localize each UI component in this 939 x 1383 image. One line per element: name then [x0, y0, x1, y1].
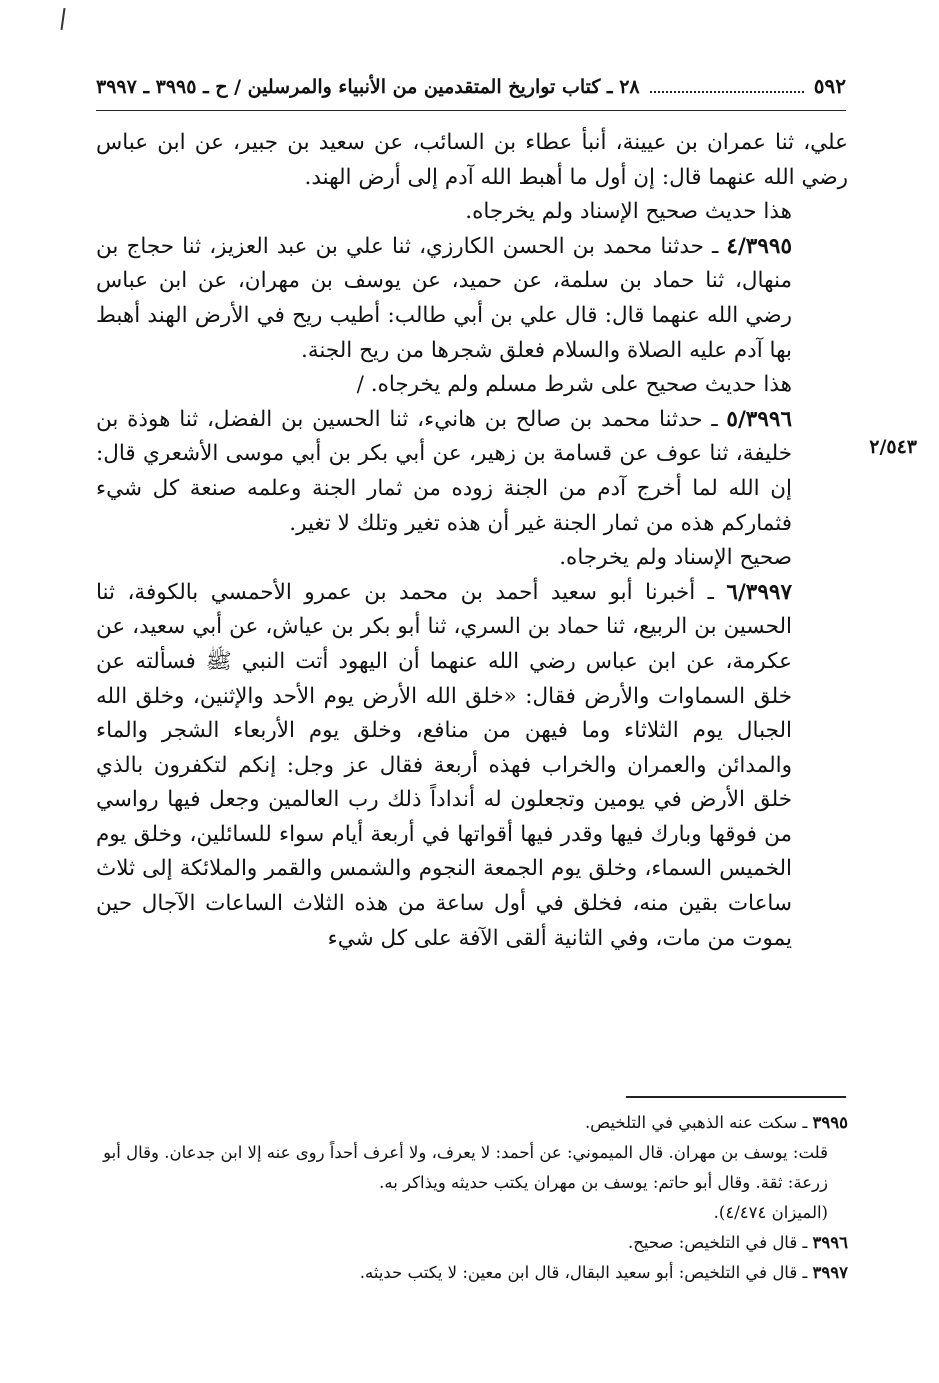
- footnote-number: ٣٩٩٦: [812, 1233, 848, 1252]
- hadith-text: ـ حدثنا محمد بن صالح بن هانيء، ثنا الحسين بن الفضل، ثنا هوذة بن خليفة، ثنا عوف عن قسامة بن زهير، عن أبي بكر بن أبي موسى الأشعري قال: إن الله لما أخرج آدم من الجنة زوده من ثمار الجنة وعلمه صنعة كل شيء فثماركم هذه من ثمار الجنة غير أن هذه تغير وتلك لا تغير.: [96, 406, 792, 536]
- hadith-number: ٥/٣٩٩٦: [726, 406, 792, 432]
- hadith-text: ـ أخبرنا أبو سعيد أحمد بن محمد بن عمرو الأحمسي بالكوفة، ثنا الحسين بن الربيع، ثنا حماد بن السري، ثنا أبو بكر بن عياش، عن أبي سعيد، عن عكرمة، عن ابن عباس رضي الله عنهما أن اليهود أتت النبي ﷺ فسألته عن خلق السماوات والأرض فقال: «خلق الله الأرض يوم الأحد والإثنين، وخلق الله الجبال يوم الثلاثاء وما فيهن من منافع، وخلق يوم الأربعاء الشجر والماء والمدائن والعمران والخراب فهذه أربعة فقال عز وجل: إنكم لتكفرون بالذي خلق الأرض في يومين وتجعلون له أنداداً ذلك رب العالمين وجعل فيها رواسي من فوقها وبارك فيها وقدر فيها أقواتها في أربعة أيام سواء للسائلين، وخلق يوم الخميس السماء، وخلق يوم الجمعة النجوم والشمس والقمر والملائكة إلى ثلاث ساعات بقين منه، فخلق في أول ساعة من هذه الثلاث الساعات الآجال حين يموت من مات، وفي الثانية ألقى الآفة على كل شيء: [96, 579, 792, 951]
- paragraph-continuation: علي، ثنا عمران بن عيينة، أنبأ عطاء بن السائب، عن سعيد بن جبير، عن ابن عباس رضي الله عنهما قال: إن أول ما أهبط الله آدم إلى أرض الهند.: [96, 130, 848, 190]
- grading-note: صحيح الإسناد ولم يخرجاه.: [559, 545, 792, 571]
- footnote-number: ٣٩٩٥: [812, 1113, 848, 1132]
- grading-note: هذا حديث صحيح على شرط مسلم ولم يخرجاه. /: [356, 372, 792, 398]
- dot-leader: [650, 81, 804, 93]
- page-number: ٥٩٢: [813, 74, 846, 98]
- footnote-3995-reference: (الميزان ٤/٤٧٤).: [713, 1203, 828, 1222]
- footnote-number: ٣٩٩٧: [812, 1263, 848, 1282]
- hadith-text: ـ حدثنا محمد بن الحسن الكارزي، ثنا علي بن عبد العزيز، ثنا حجاج بن منهال، ثنا حماد بن سلمة، عن حميد، عن يوسف بن مهران، عن ابن عباس رضي الله عنهما قال: قال علي بن أبي طالب: أطيب ريح في الأرض الهند أهبط بها آدم عليه الصلاة والسلام فعلق شجرها من ريح الجنة.: [96, 233, 792, 363]
- footnote-3996: [96, 1228, 848, 1258]
- footnote-text: ـ قال في التلخيص: صحيح.: [627, 1233, 813, 1252]
- hadith-3995: [96, 230, 848, 368]
- header-rule: [96, 110, 846, 111]
- header-title: ٢٨ ـ كتاب تواريخ المتقدمين من الأنبياء والمرسلين / ح ـ ٣٩٩٥ ـ ٣٩٩٧: [96, 76, 640, 98]
- footnote-3995: [96, 1108, 848, 1138]
- pen-mark: [60, 8, 65, 30]
- main-text: [96, 126, 848, 956]
- grading-note: هذا حديث صحيح الإسناد ولم يخرجاه.: [465, 199, 792, 225]
- footnote-text: ـ قال في التلخيص: أبو سعيد البقال، قال ابن معين: لا يكتب حديثه.: [359, 1263, 813, 1282]
- running-header: [96, 74, 846, 98]
- footnote-3997: [96, 1258, 848, 1288]
- hadith-3996: [96, 403, 848, 541]
- footnote-rule: [626, 1096, 846, 1098]
- footnote-3995-detail: قلت: يوسف بن مهران. قال الميموني: عن أحمد: لا يعرف، ولا أعرف أحداً روى عنه إلا ابن جدعان. وقال أبو زرعة: ثقة. وقال أبو حاتم: يوسف بن مهران يكتب حديثه ويذاكر به.: [103, 1143, 828, 1192]
- hadith-number: ٤/٣٩٩٥: [726, 233, 792, 259]
- hadith-3997: [96, 576, 848, 957]
- margin-volume-note: ٢/٥٤٣: [869, 436, 917, 458]
- hadith-number: ٦/٣٩٩٧: [726, 579, 792, 605]
- footnotes: [96, 1108, 848, 1288]
- footnote-text: ـ سكت عنه الذهبي في التلخيص.: [584, 1113, 813, 1132]
